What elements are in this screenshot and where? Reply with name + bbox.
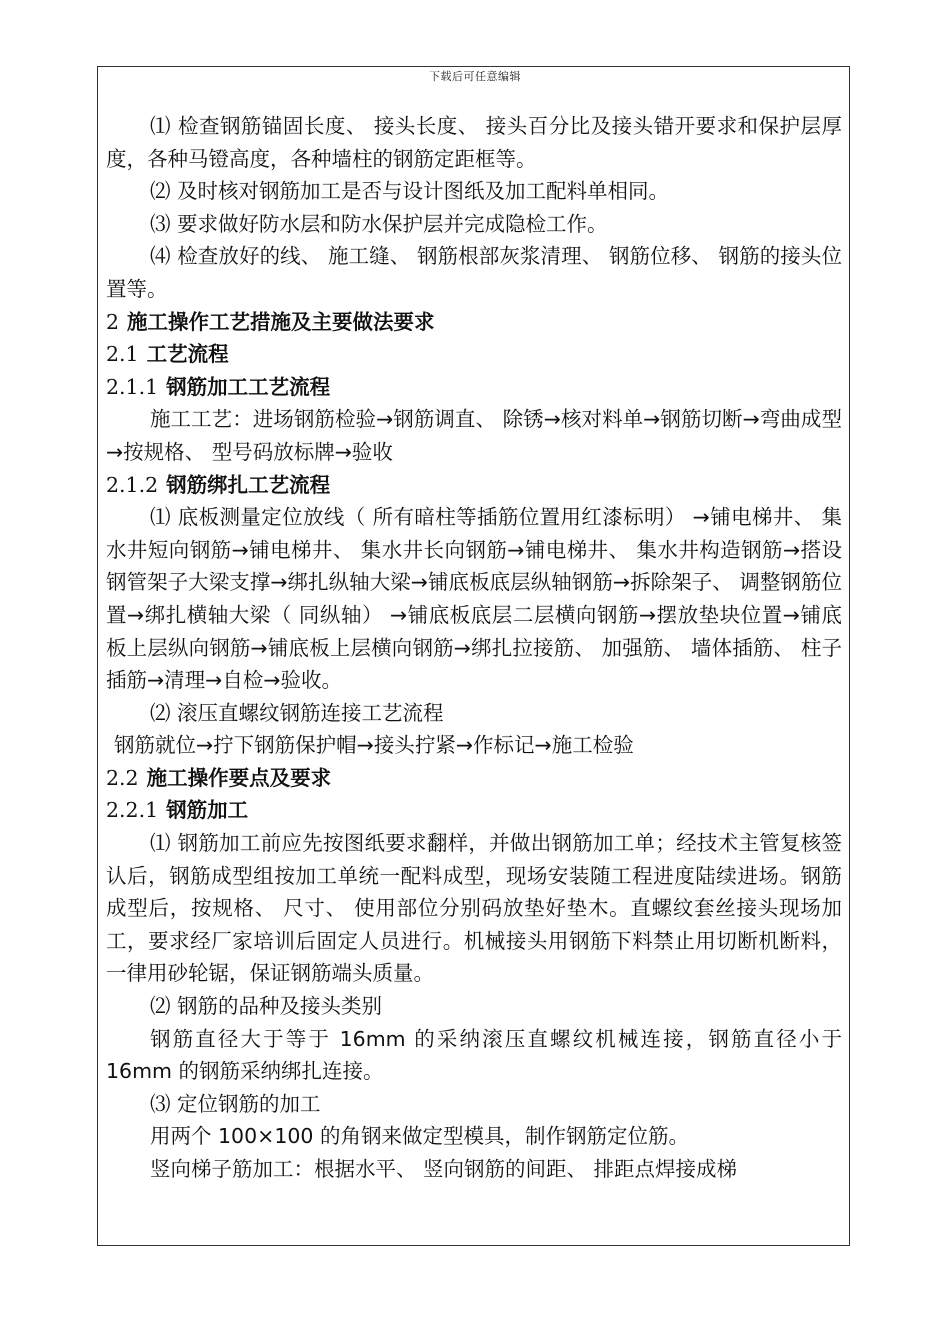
body-paragraph: 施工工艺：进场钢筋检验→钢筋调直、 除锈→核对料单→钢筋切断→弯曲成型→按规格、 型号码放标牌→验收: [106, 407, 842, 464]
section-number: 2.2: [106, 765, 139, 790]
body-paragraph: 竖向梯子筋加工：根据水平、 竖向钢筋的间距、 排距点焊接成梯: [150, 1157, 738, 1181]
body-paragraph: ⑷ 检查放好的线、 施工缝、 钢筋根部灰浆清理、 钢筋位移、 钢筋的接头位置等。: [106, 244, 842, 301]
body-paragraph: ⑵ 及时核对钢筋加工是否与设计图纸及加工配料单相同。: [150, 179, 670, 204]
section-heading: [106, 762, 842, 795]
section-title: 钢筋绑扎工艺流程: [166, 472, 331, 497]
section-number: 2.1.1: [106, 374, 159, 399]
section-number: 2.2.1: [106, 798, 159, 823]
body-paragraph: 钢筋直径大于等于 16mm 的采纳滚压直螺纹机械连接，钢筋直径小于 16mm 的钢筋采纳绑扎连接。: [106, 1026, 842, 1084]
section-heading: [106, 338, 842, 371]
body-paragraph: ⑴ 检查钢筋锚固长度、 接头长度、 接头百分比及接头错开要求和保护层厚度，各种马镫高度，各种墙柱的钢筋定距框等。: [106, 114, 842, 171]
section-title: 钢筋加工工艺流程: [166, 374, 331, 399]
section-title: 施工操作工艺措施及主要做法要求: [127, 309, 435, 334]
body-paragraph: ⑵ 钢筋的品种及接头类别: [150, 994, 383, 1019]
watermark-text: 下载后可任意编辑: [429, 70, 521, 83]
section-number: 2.1: [106, 342, 139, 367]
section-heading: [106, 371, 842, 404]
section-title: 工艺流程: [146, 342, 229, 367]
body-paragraph: ⑴ 钢筋加工前应先按图纸要求翻样，并做出钢筋加工单；经技术主管复核签认后，钢筋成型组按加工单统一配料成型，现场安装随工程进度陆续进场。钢筋成型后，按规格、 尺寸、 使用部位分别码放垫好垫木。直螺纹套丝接头现场加工，要求经厂家培训后固定人员进行。机械接头用钢筋下料禁止用切断机断料，一律用砂轮锯，保证钢筋端头质量。: [106, 831, 842, 986]
section-number: 2: [106, 309, 120, 334]
body-paragraph: ⑵ 滚压直螺纹钢筋连接工艺流程: [150, 700, 444, 725]
section-heading: [106, 794, 842, 827]
section-title: 钢筋加工: [166, 798, 249, 823]
section-title: 施工操作要点及要求: [146, 765, 332, 790]
body-paragraph: 钢筋就位→拧下钢筋保护帽→接头拧紧→作标记→施工检验: [114, 733, 634, 758]
body-paragraph: 用两个 100×100 的角钢来做定型模具，制作钢筋定位筋。: [150, 1124, 689, 1149]
section-number: 2.1.2: [106, 472, 159, 497]
section-heading: [106, 306, 842, 339]
section-heading: [106, 469, 842, 502]
body-paragraph: ⑶ 要求做好防水层和防水保护层并完成隐检工作。: [150, 211, 608, 236]
body-paragraph: ⑴ 底板测量定位放线（ 所有暗柱等插筋位置用红漆标明） →铺电梯井、 集水井短向钢筋→铺电梯井、 集水井长向钢筋→铺电梯井、 集水井构造钢筋→搭设钢管架子大梁支撑→绑扎纵轴大梁→铺底板底层纵轴钢筋→拆除架子、 调整钢筋位置→绑扎横轴大梁（ 同纵轴） →铺底板底层二层横向钢筋→摆放垫块位置→铺底板上层纵向钢筋→铺底板上层横向钢筋→绑扎拉接筋、 加强筋、 墙体插筋、 柱子插筋→清理→自检→验收。: [106, 505, 842, 693]
document-body: [106, 110, 842, 1186]
body-paragraph: ⑶ 定位钢筋的加工: [150, 1091, 321, 1116]
